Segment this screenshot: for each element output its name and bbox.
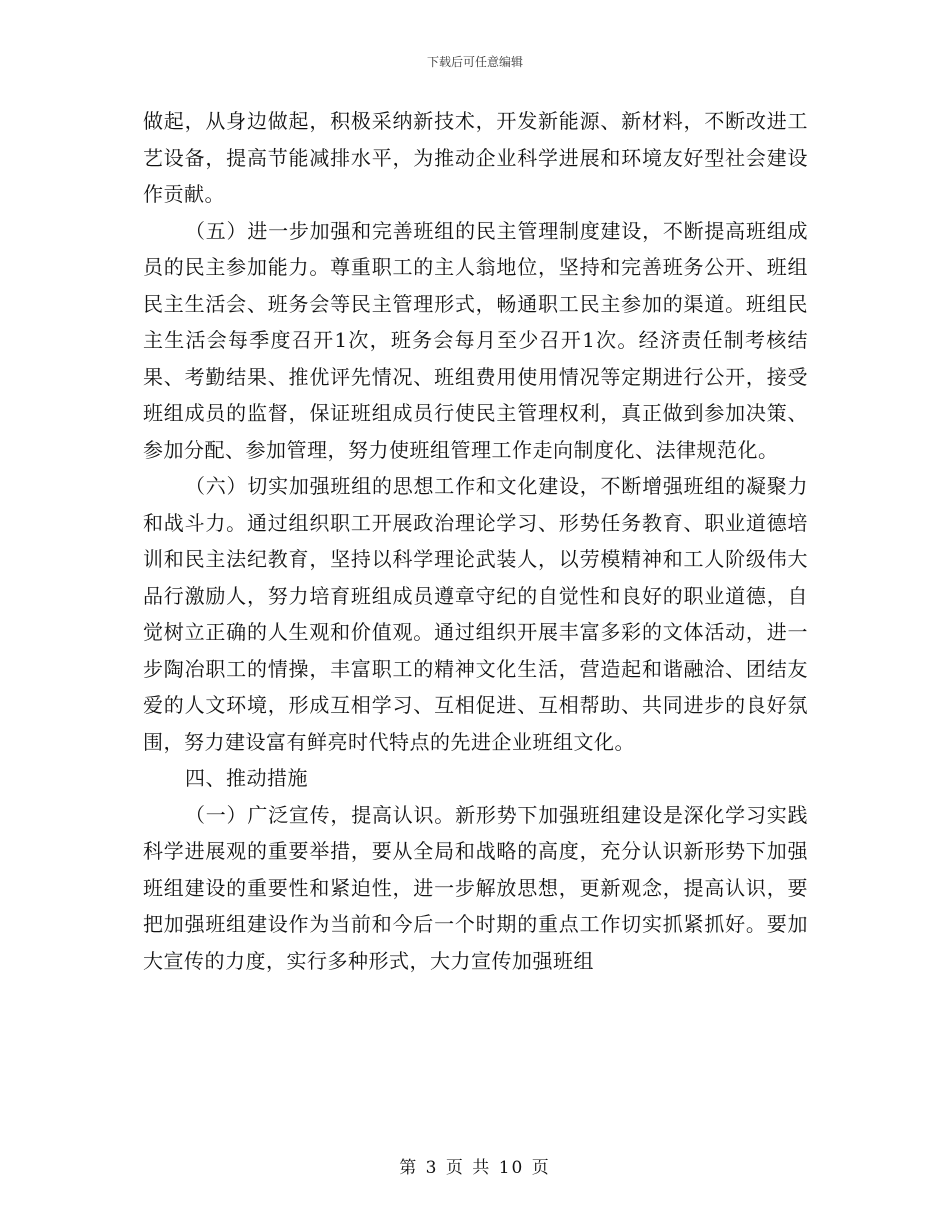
document-body xyxy=(143,103,808,979)
paragraph-section-5: （五）进一步加强和完善班组的民主管理制度建设，不断提高班组成员的民主参加能力。尊重职工的主人翁地位，坚持和完善班务公开、班组民主生活会、班务会等民主管理形式，畅通职工民主参加的渠道。班组民主生活会每季度召开1次，班务会每月至少召开1次。经济责任制考核结果、考勤结果、推优评先情况、班组费用使用情况等定期进行公开，接受班组成员的监督，保证班组成员行使民主管理权利，真正做到参加决策、参加分配、参加管理，努力使班组管理工作走向制度化、法律规范化。 xyxy=(143,218,808,462)
page-number: 第 3 页 共 10 页 xyxy=(399,1158,551,1178)
paragraph-measure-1: （一）广泛宣传，提高认识。新形势下加强班组建设是深化学习实践科学进展观的重要举措，要从全局和战略的高度，充分认识新形势下加强班组建设的重要性和紧迫性，进一步解放思想，更新观念，提高认识，要把加强班组建设作为当前和今后一个时期的重点工作切实抓紧抓好。要加大宣传的力度，实行多种形式，大力宣传加强班组 xyxy=(143,802,808,973)
paragraph-section-6: （六）切实加强班组的思想工作和文化建设，不断增强班组的凝聚力和战斗力。通过组织职工开展政治理论学习、形势任务教育、职业道德培训和民主法纪教育，坚持以科学理论武装人，以劳模精神和工人阶级伟大品行激励人，努力培育班组成员遵章守纪的自觉性和良好的职业道德，自觉树立正确的人生观和价值观。通过组织开展丰富多彩的文体活动，进一步陶冶职工的情操，丰富职工的精神文化生活，营造起和谐融洽、团结友爱的人文环境，形成互相学习、互相促进、互相帮助、共同进步的良好氛围，努力建设富有鲜亮时代特点的先进企业班组文化。 xyxy=(143,474,808,754)
section-heading-measures: 四、推动措施 xyxy=(185,766,308,790)
page-header-note: 下载后可任意编辑 xyxy=(426,55,523,69)
paragraph-continuation: 做起，从身边做起，积极采纳新技术，开发新能源、新材料，不断改进工艺设备，提高节能减排水平，为推动企业科学进展和环境友好型社会建设作贡献。 xyxy=(143,109,808,206)
